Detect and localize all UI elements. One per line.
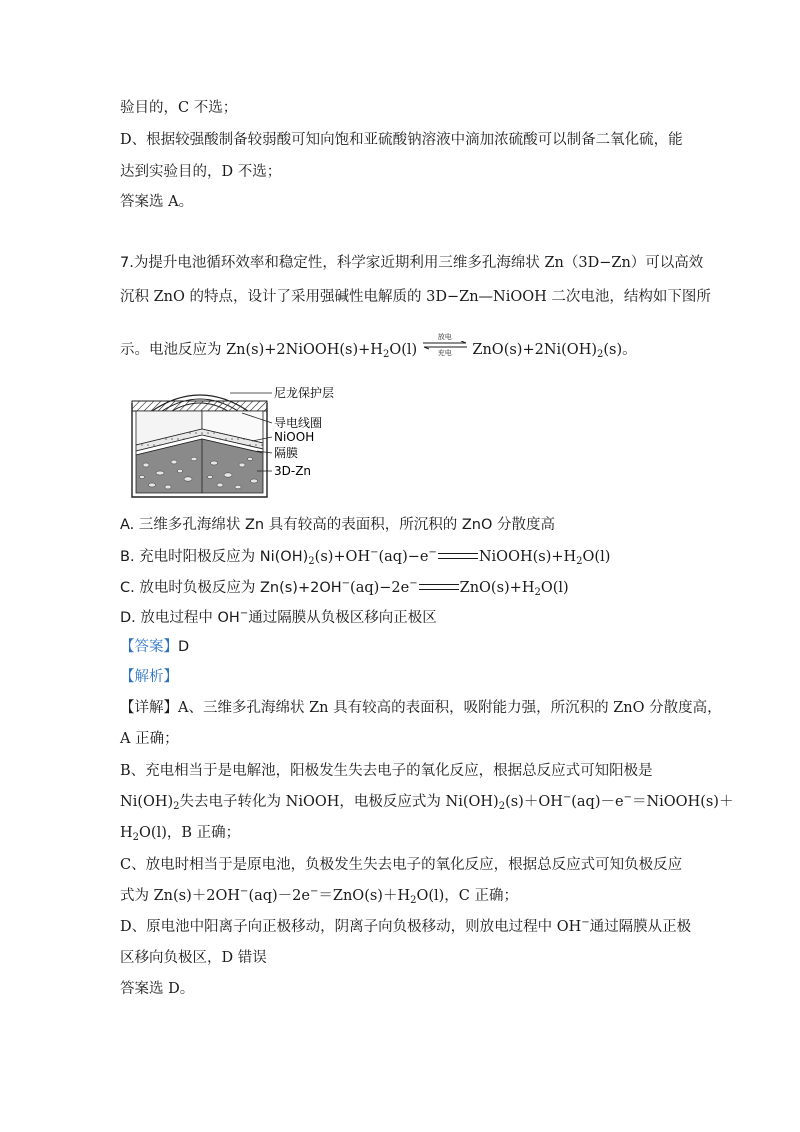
analysis-line (120, 792, 733, 812)
option-a: A. 三维多孔海绵状 Zn 具有较高的表面积，所沉积的 ZnO 分散度高 (120, 517, 555, 533)
superscript: − (310, 886, 319, 897)
subscript: 2 (534, 587, 541, 598)
text-line: 验目的，C 不选； (120, 100, 238, 116)
subscript: 2 (132, 832, 140, 843)
analysis-text: 失去电子转化为 NiOOH，电极反应式为 Ni(OH) (179, 794, 499, 810)
text-line: D、根据较强酸制备较弱酸可知向饱和亚硫酸钠溶液中滴加浓硫酸可以制备二氧化硫，能 (120, 132, 683, 148)
text-line: 达到实验目的，D 不选； (120, 164, 282, 180)
question-stem (120, 287, 711, 307)
analysis-heading (120, 667, 178, 687)
answer-value: D (178, 639, 190, 655)
analysis-text: O(l)，C 正确； (416, 888, 519, 904)
option-text: (s)+OH (314, 549, 371, 565)
option-c (120, 578, 569, 598)
question-number: 7. (120, 255, 134, 271)
superscript: − (409, 578, 418, 589)
label-zn: 3D-Zn (274, 464, 312, 478)
superscript: − (581, 917, 590, 928)
label-coil: 导电线圈 (274, 416, 323, 430)
battery-structure-diagram (122, 383, 352, 505)
subscript: 2 (576, 556, 583, 567)
analysis-label: 【解析】 (120, 669, 178, 685)
arrow-label-discharge: 放电 (437, 333, 452, 341)
superscript: − (239, 608, 249, 619)
analysis-text: ＝NiOOH(s)＋ (631, 794, 734, 810)
superscript: − (428, 547, 437, 558)
option-text: NiOOH(s)+H (478, 549, 577, 565)
analysis-line (120, 698, 722, 718)
analysis-line: B、充电相当于是电解池，阳极发生失去电子的氧化反应，根据总反应式可知阳极是 (120, 763, 653, 779)
analysis-text: O(l)，B 正确； (139, 825, 241, 841)
reaction-equation (120, 333, 637, 360)
label-nylon: 尼龙保护层 (274, 386, 335, 400)
subscript: 2 (597, 349, 604, 360)
detail-label: 【详解】 (120, 700, 178, 716)
analysis-text: ＝ZnO(s)＋H (318, 888, 411, 904)
analysis-line: C、放电时相当于是原电池，负极发生失去电子的氧化反应，根据总反应式可知负极反应 (120, 857, 683, 873)
superscript: − (370, 547, 379, 558)
analysis-line (120, 823, 240, 843)
option-text: O(l) (582, 549, 611, 565)
subscript: 2 (173, 801, 180, 812)
option-text: ZnO(s)+H (459, 580, 535, 596)
option-text: O(l) (540, 580, 569, 596)
subscript: 2 (382, 349, 390, 360)
option-d (120, 608, 437, 628)
superscript: − (562, 792, 572, 803)
option-text: C. 放电时负极反应为 Zn(s)+2OH (120, 580, 342, 596)
subscript: 2 (498, 801, 506, 812)
analysis-line: A 正确； (120, 731, 179, 747)
option-text: D. 放电过程中 OH (120, 610, 240, 626)
arrow-label-charge: 充电 (437, 349, 452, 357)
conclusion-line: 答案选 D。 (120, 981, 195, 997)
analysis-line: 区移向负极区，D 错误 (120, 950, 267, 966)
subscript: 2 (308, 556, 315, 567)
stem-text: 为提升电池循环效率和稳定性，科学家近期利用三维多孔海绵状 Zn（3D−Zn）可以高效 (133, 255, 704, 271)
superscript: − (623, 792, 632, 803)
reversible-arrow-icon (422, 333, 468, 357)
analysis-text: A、三维多孔海绵状 Zn 具有较高的表面积，吸附能力强，所沉积的 ZnO 分散度高， (178, 700, 722, 716)
option-b (120, 547, 610, 567)
equation-right: ZnO(s)+2Ni(OH) (472, 342, 597, 358)
equals-sign-icon (438, 553, 478, 559)
option-text: (aq)−2e (350, 580, 410, 596)
equals-sign-icon (419, 584, 459, 590)
superscript: − (341, 578, 351, 589)
text-line: 答案选 A。 (120, 194, 194, 210)
analysis-line (120, 917, 691, 937)
analysis-text: 通过隔膜从正极 (589, 919, 692, 935)
label-separator: 隔膜 (274, 446, 299, 460)
equation-left: 示。电池反应为 Zn(s)+2NiOOH(s)+H (120, 342, 383, 358)
analysis-text: D、原电池中阳离子向正极移动，阴离子向负极移动，则放电过程中 OH (120, 919, 582, 935)
analysis-text: 式为 Zn(s)＋2OH (120, 888, 241, 904)
equation-left-end: O(l) (389, 342, 418, 358)
superscript: − (240, 886, 249, 897)
answer-label: 【答案】 (120, 639, 178, 655)
option-text: 通过隔膜从负极区移向正极区 (248, 610, 437, 626)
analysis-text: (s)＋OH (505, 794, 563, 810)
analysis-text: Ni(OH) (120, 794, 174, 810)
option-text: B. 充电时阳极反应为 Ni(OH) (120, 549, 309, 565)
question-stem (120, 253, 703, 273)
analysis-text: H (120, 825, 133, 841)
stem-text: 沉积 ZnO 的特点，设计了采用强碱性电解质的 3D−Zn—NiOOH 二次电池，结构如下图所 (120, 289, 711, 305)
analysis-line (120, 886, 518, 906)
option-text: (aq)−e (378, 549, 429, 565)
analysis-text: (aq)－e (571, 794, 624, 810)
subscript: 2 (410, 895, 417, 906)
equation-right-end: (s)。 (603, 342, 637, 358)
label-niooh: NiOOH (274, 430, 315, 444)
answer-line (120, 637, 189, 657)
analysis-text: (aq)－2e (248, 888, 310, 904)
